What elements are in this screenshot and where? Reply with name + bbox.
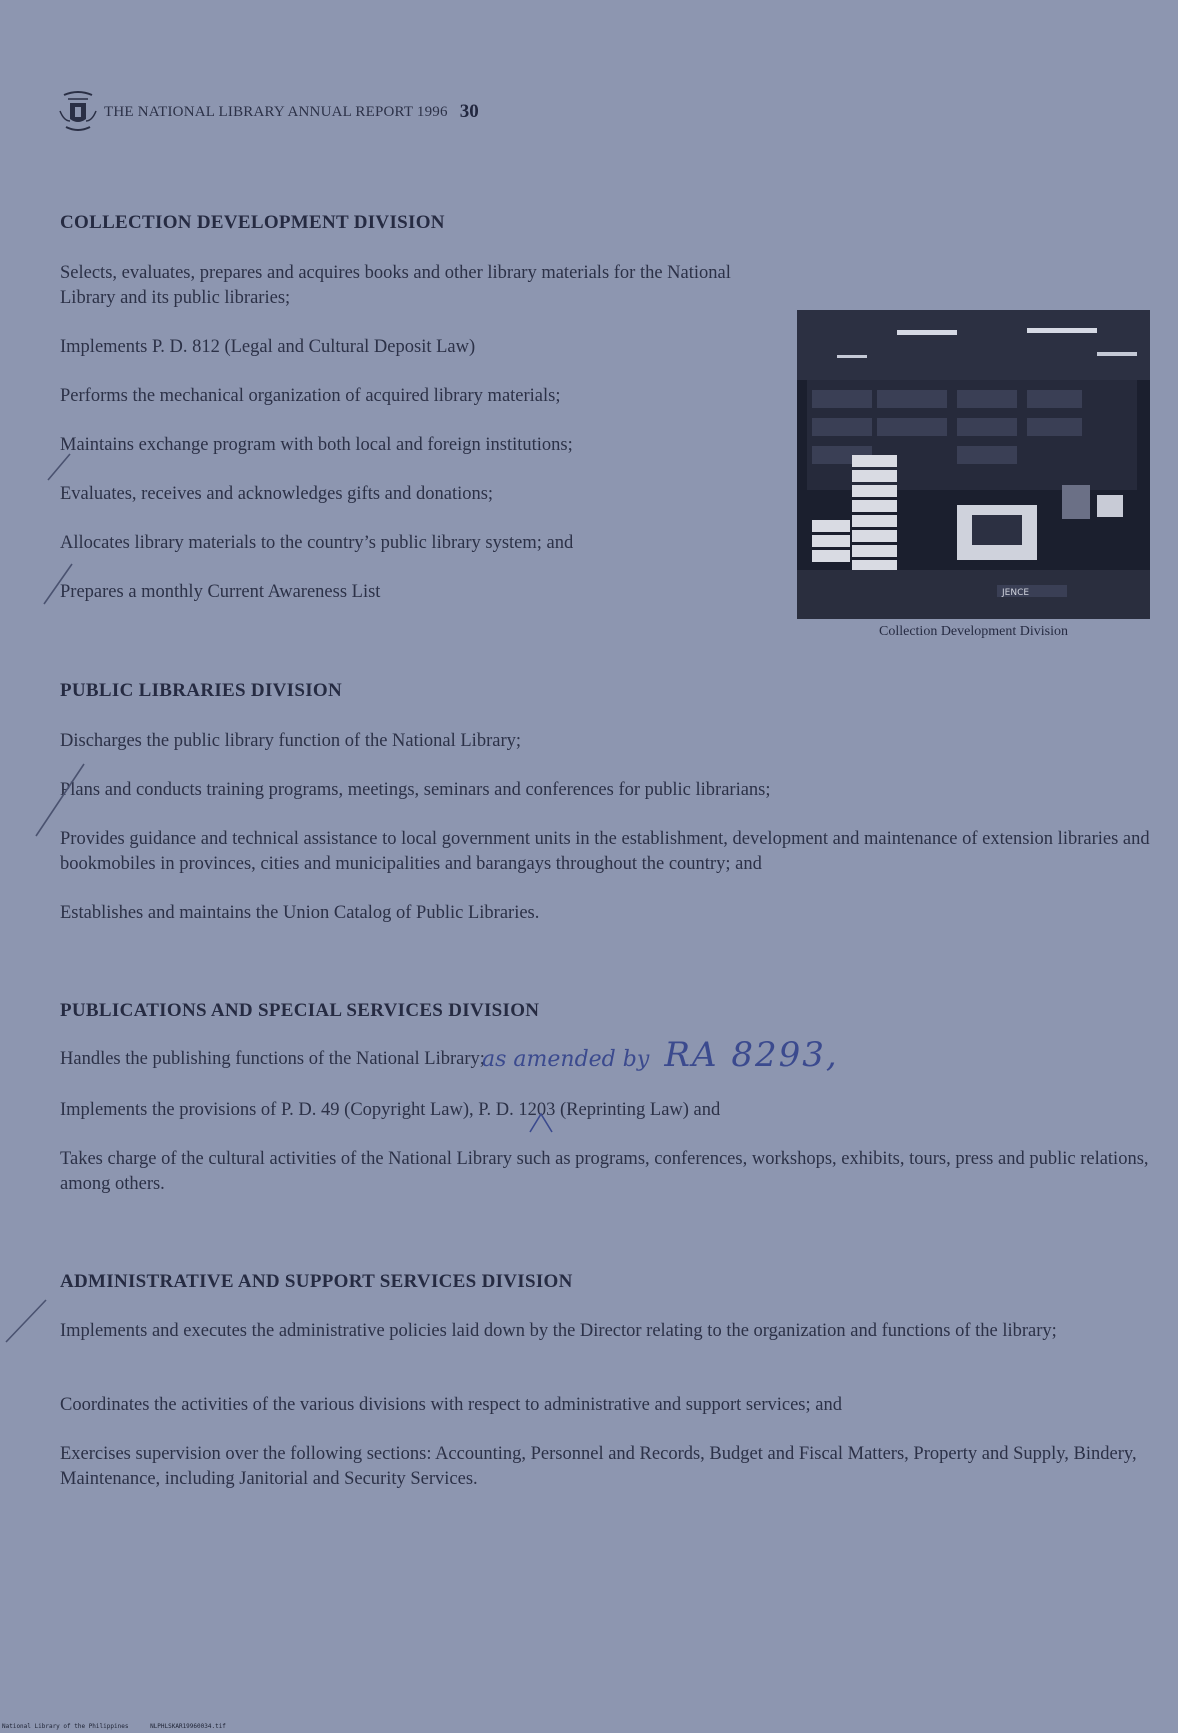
section-item: Implements the provisions of P. D. 49 (Copyright Law), P. D. 1203 (Reprinting Law) and (60, 1100, 721, 1120)
handwritten-note-large: RA 8293, (664, 1035, 839, 1075)
section-item: Maintains exchange program with both local and foreign institutions; (60, 435, 573, 455)
section-item: Performs the mechanical organization of acquired library materials; (60, 386, 561, 406)
section-item: Handles the publishing functions of the National Library; (60, 1049, 485, 1069)
photo-sign-text: JENCE (1002, 588, 1030, 598)
section-item: Establishes and maintains the Union Catalog of Public Libraries. (60, 903, 540, 923)
section-item: Exercises supervision over the following sections: Accounting, Personnel and Records, Budget and Fiscal Matters, Property and Supply, Bindery, Maintenance, including Janitorial and Security Services. (60, 1444, 1137, 1489)
section-item: Prepares a monthly Current Awareness List (60, 582, 381, 602)
section-item: Implements P. D. 812 (Legal and Cultural Deposit Law) (60, 337, 476, 357)
pencil-tick-mark-icon (2, 1296, 52, 1346)
section-title: ADMINISTRATIVE AND SUPPORT SERVICES DIVISION (60, 1271, 573, 1292)
report-header (56, 86, 479, 138)
handwritten-note-small: as amended by (482, 1047, 650, 1072)
section-item: Takes charge of the cultural activities of the National Library such as programs, conferences, workshops, exhibits, tours, press and public relations, among others. (60, 1149, 1149, 1194)
national-library-logo-icon (56, 87, 100, 137)
section-title: COLLECTION DEVELOPMENT DIVISION (60, 212, 445, 233)
office-scene-image (797, 310, 1150, 619)
section-item: Allocates library materials to the country’s public library system; and (60, 533, 574, 553)
section-item: Evaluates, receives and acknowledges gifts and donations; (60, 484, 494, 504)
section-item: Discharges the public library function of the National Library; (60, 731, 521, 751)
handwritten-note (482, 1035, 839, 1075)
collection-division-photo (797, 310, 1150, 619)
footer-filename: NLPHLSKAR19960034.tif (150, 1723, 226, 1730)
section-item: Plans and conducts training programs, meetings, seminars and conferences for public librarians; (60, 780, 771, 800)
footer-source: National Library of the Philippines (2, 1723, 129, 1730)
photo-caption: Collection Development Division (879, 624, 1068, 639)
section-item: Coordinates the activities of the various divisions with respect to administrative and support services; and (60, 1395, 842, 1415)
section-item: Selects, evaluates, prepares and acquires books and other library materials for the National Library and its public libraries; (60, 263, 731, 308)
scan-footer (2, 1723, 226, 1730)
report-title: THE NATIONAL LIBRARY ANNUAL REPORT 1996 (104, 103, 448, 120)
section-item: Implements and executes the administrative policies laid down by the Director relating to the organization and functions of the library; (60, 1321, 1057, 1341)
page-number: 30 (459, 101, 479, 122)
section-title: PUBLICATIONS AND SPECIAL SERVICES DIVISION (60, 1000, 540, 1021)
section-item: Provides guidance and technical assistance to local government units in the establishment, development and maintenance of extension libraries and bookmobiles in provinces, cities and municipalities and barangays throughout the country; and (60, 829, 1150, 874)
section-title: PUBLIC LIBRARIES DIVISION (60, 680, 343, 701)
